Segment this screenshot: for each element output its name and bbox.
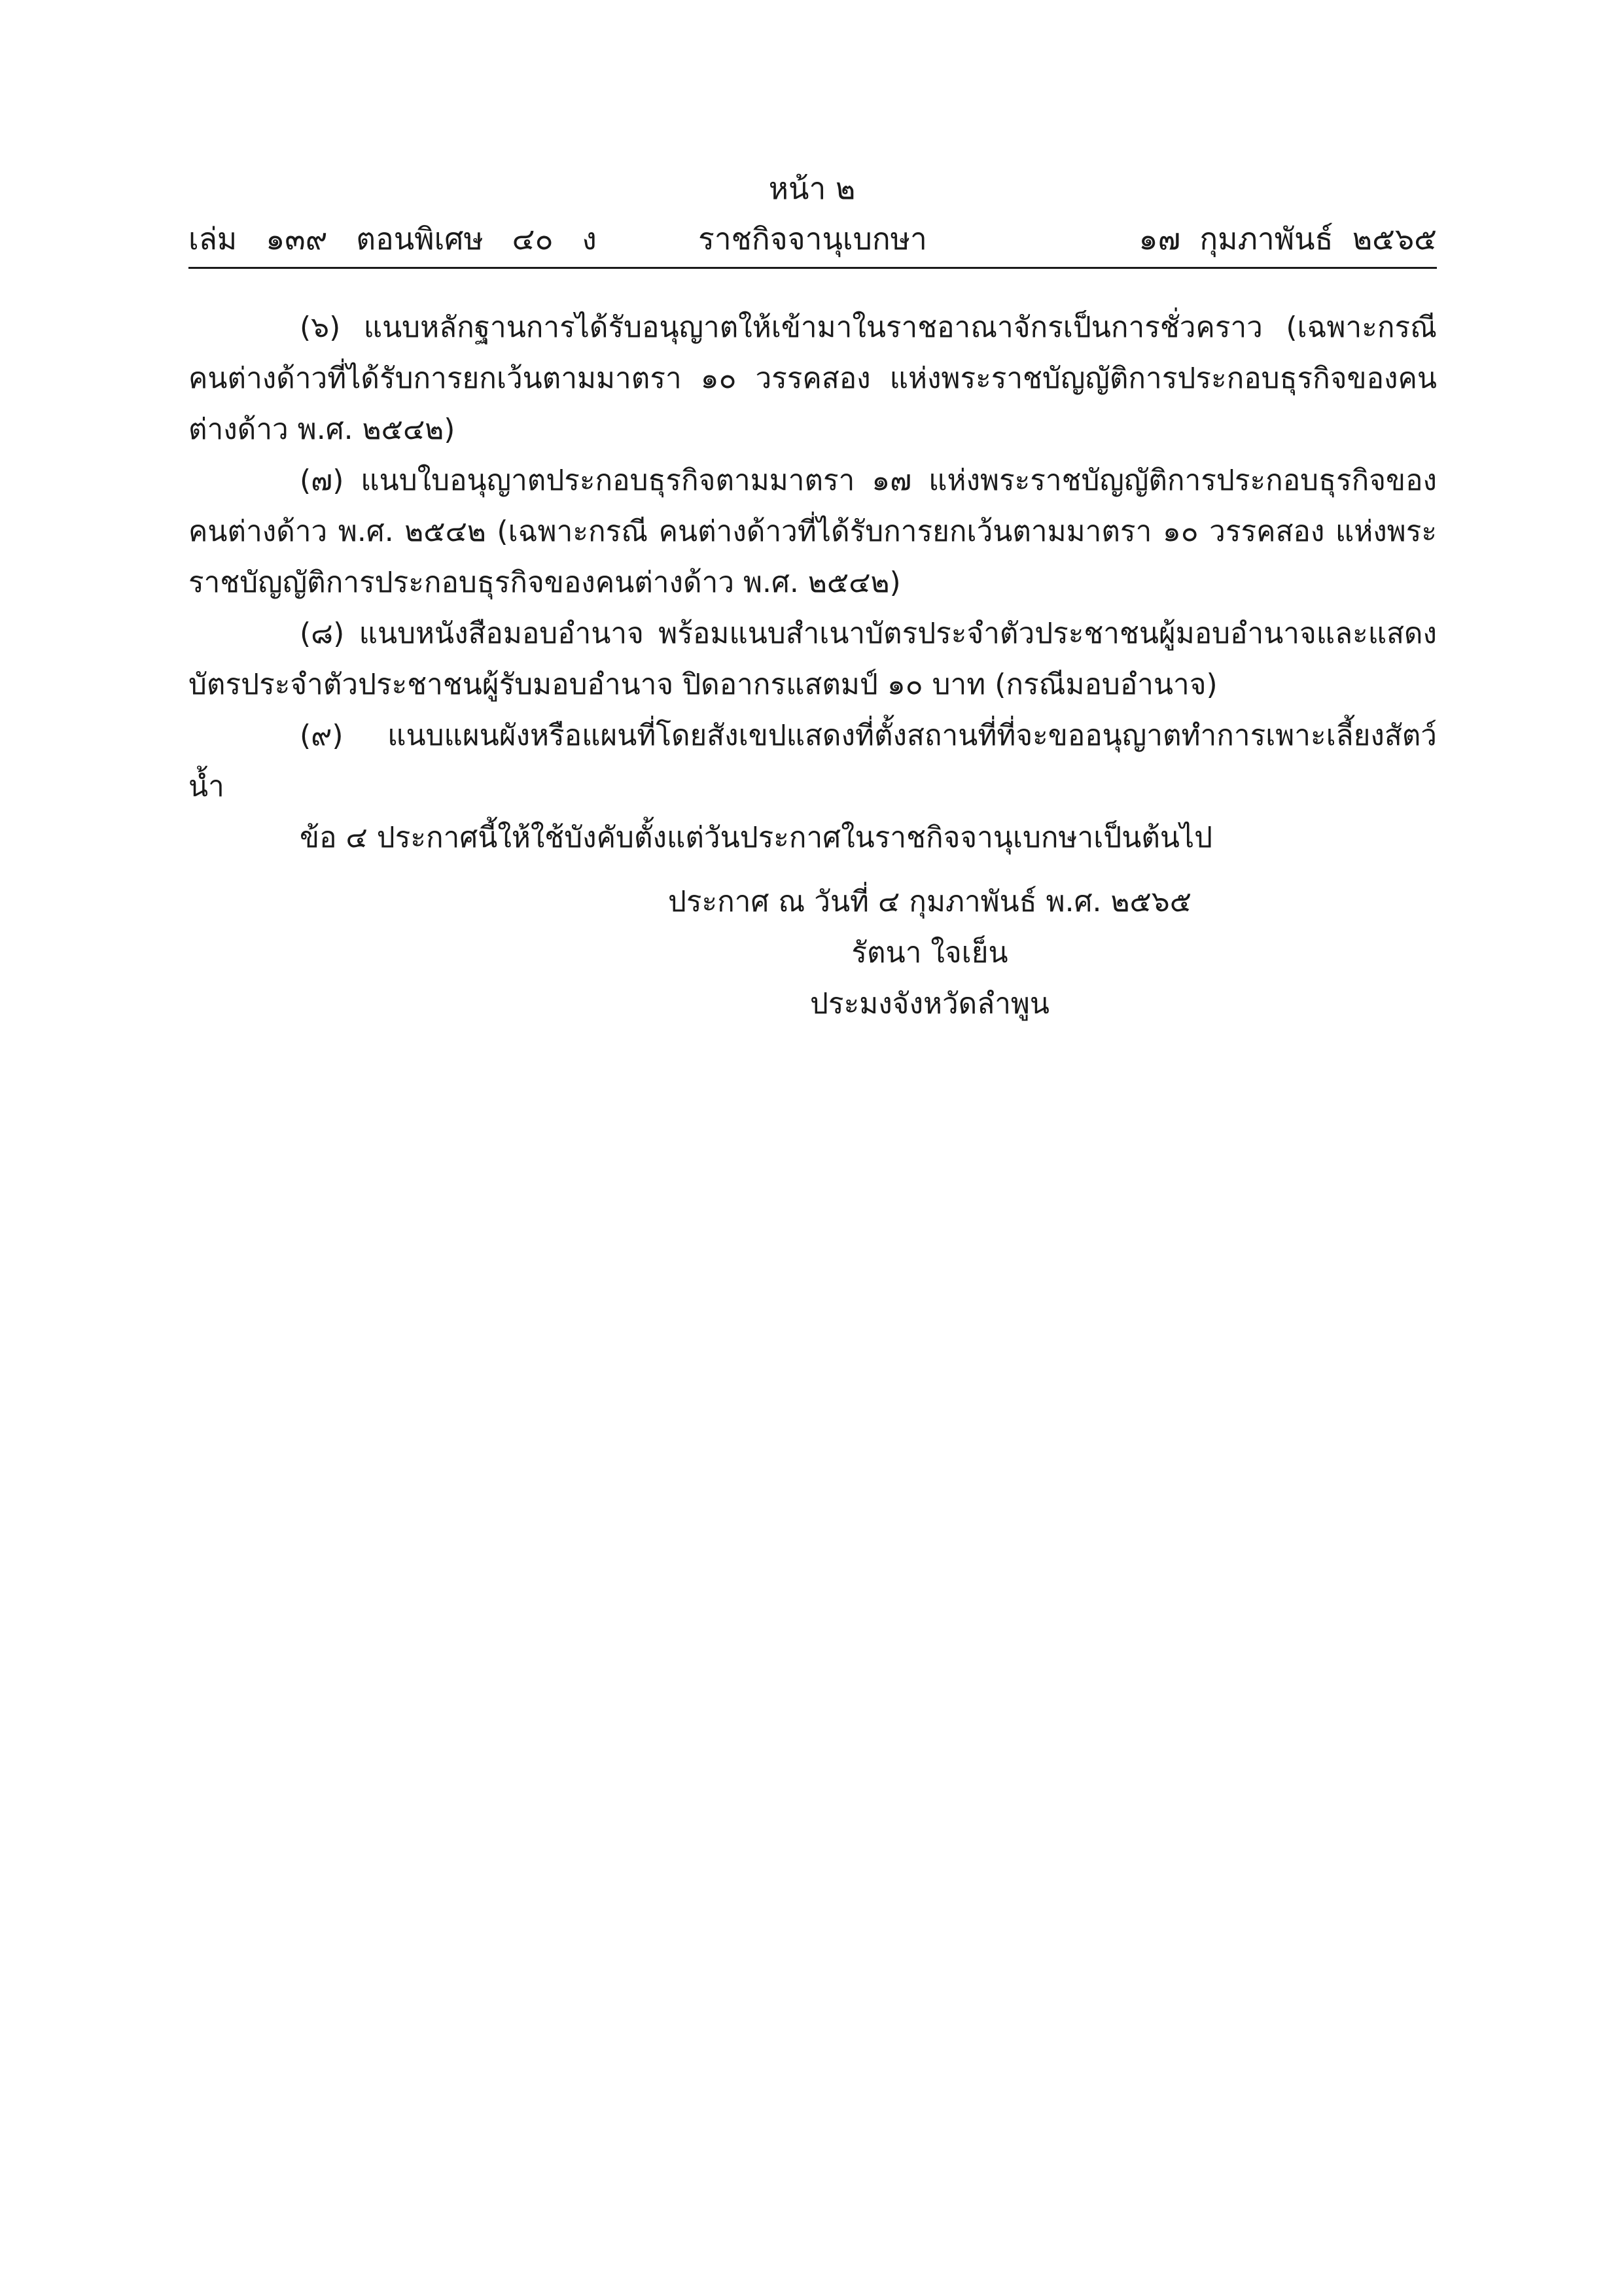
page-number: หน้า ๒	[768, 171, 856, 206]
publication-date: ๑๗ กุมภาพันธ์ ๒๕๖๕	[1139, 221, 1437, 256]
clause-4: ข้อ ๔ ประกาศนี้ให้ใช้บังคับตั้งแต่วันประกาศในราชกิจจานุเบกษาเป็นต้นไป	[300, 821, 1213, 854]
paragraph-item-8: (๘) แนบหนังสือมอบอำนาจ พร้อมแนบสำเนาบัตรประจำตัวประชาชนผู้มอบอำนาจและแสดงบัตรประจำตัวประชาชนผู้รับมอบอำนาจ ปิดอากรแสตมป์ ๑๐ บาท (กรณีมอบอำนาจ)	[188, 617, 1437, 701]
gazette-header	[188, 216, 1437, 262]
paragraph-item-7: (๗) แนบใบอนุญาตประกอบธุรกิจตามมาตรา ๑๗ แห่งพระราชบัญญัติการประกอบธุรกิจของคนต่างด้าว พ.ศ. ๒๕๔๒ (เฉพาะกรณี คนต่างด้าวที่ได้รับการยกเว้นตามมาตรา ๑๐ วรรคสอง แห่งพระราชบัญญัติการประกอบธุรกิจของคนต่างด้าว พ.ศ. ๒๕๔๒)	[188, 464, 1437, 599]
document-body	[188, 302, 1437, 863]
volume-issue: เล่ม ๑๓๙ ตอนพิเศษ ๔๐ ง	[188, 221, 597, 256]
signatory-name: รัตนา ใจเย็น	[851, 936, 1008, 969]
publication-name: ราชกิจจานุเบกษา	[698, 221, 927, 256]
signature-block	[0, 877, 1624, 1030]
paragraph-item-6: (๖) แนบหลักฐานการได้รับอนุญาตให้เข้ามาในราชอาณาจักรเป็นการชั่วคราว (เฉพาะกรณี คนต่างด้าวที่ได้รับการยกเว้นตามมาตรา ๑๐ วรรคสอง แห่งพระราชบัญญัติการประกอบธุรกิจของคนต่างด้าว พ.ศ. ๒๕๔๒)	[188, 311, 1437, 446]
announcement-date: ประกาศ ณ วันที่ ๔ กุมภาพันธ์ พ.ศ. ๒๕๖๕	[667, 885, 1192, 918]
paragraph-item-9: (๙) แนบแผนผังหรือแผนที่โดยสังเขปแสดงที่ตั้งสถานที่ที่จะขออนุญาตทำการเพาะเลี้ยงสัตว์น้ำ	[188, 719, 1437, 803]
header-divider	[188, 267, 1437, 269]
signatory-title: ประมงจังหวัดลำพูน	[810, 987, 1050, 1020]
